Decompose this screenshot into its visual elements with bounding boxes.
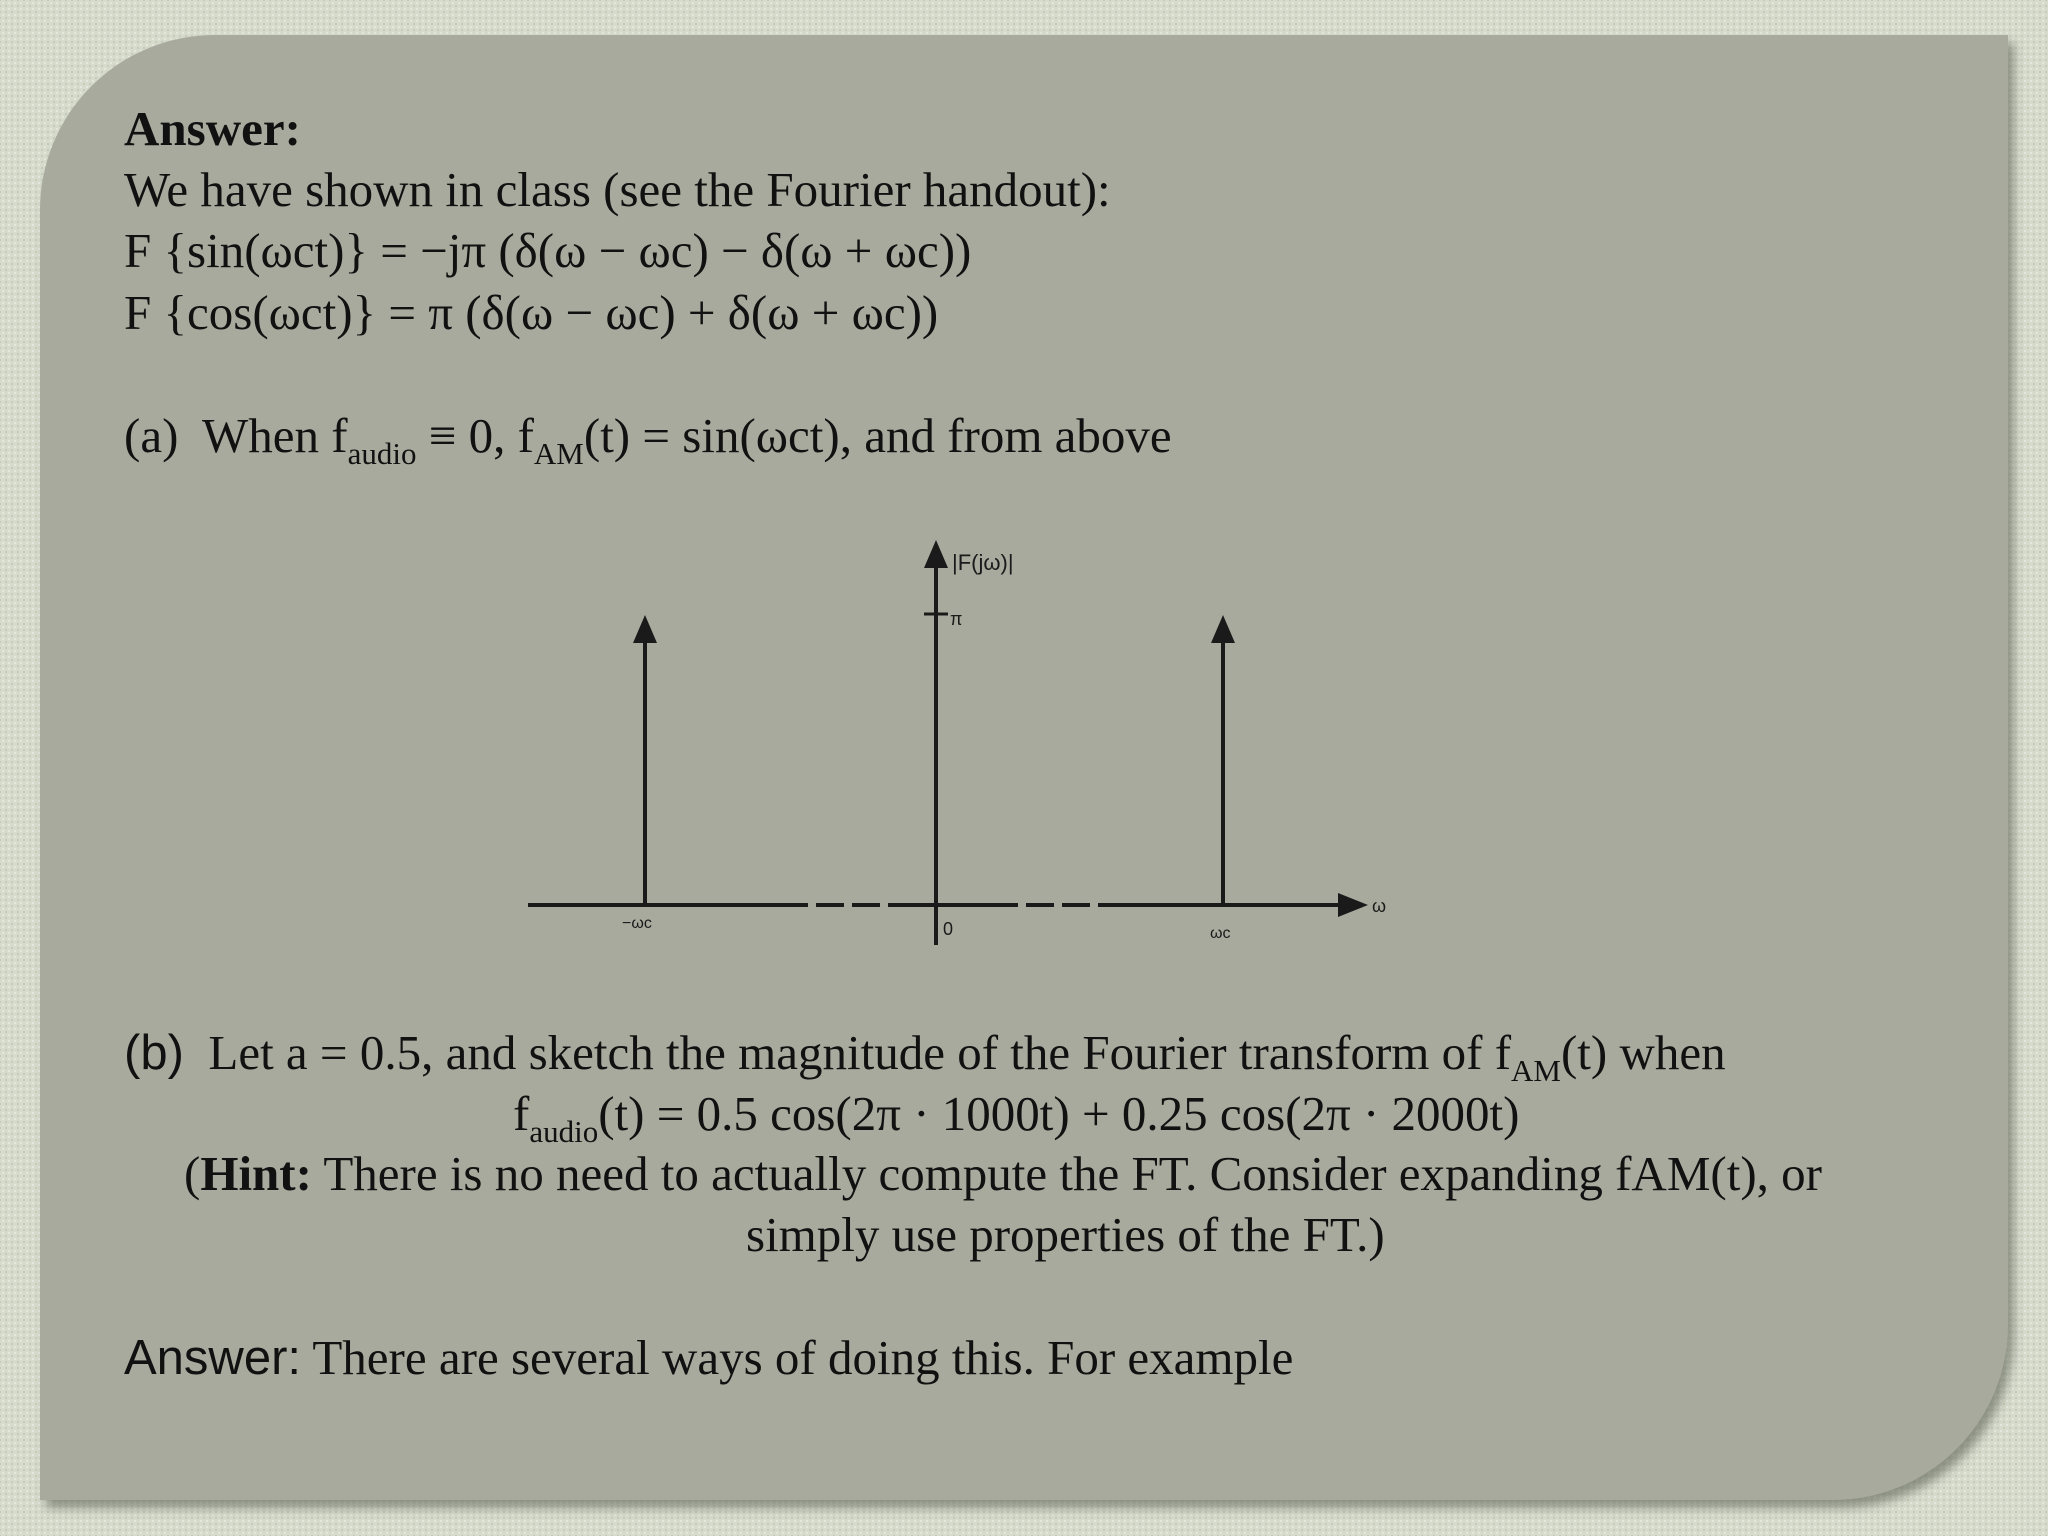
part-a-mid: ≡ 0, f [416, 408, 534, 463]
sub-am: AM [533, 436, 584, 471]
impulse-pos-wc-arrow [1211, 615, 1235, 643]
part-a-rest: (t) = sin(ωct), and from above [583, 408, 1172, 463]
answer2-text: There are several ways of doing this. For example [301, 1330, 1294, 1385]
part-b-line1-post: (t) when [1560, 1025, 1726, 1080]
intro-line: We have shown in class (see the Fourier handout): [124, 162, 1111, 217]
part-b-sub-audio: audio [529, 1114, 599, 1149]
pos-wc-label: ωc [1210, 925, 1231, 942]
answer2-label: Answer: [124, 1331, 302, 1385]
part-b-label: (b) [124, 1026, 184, 1080]
x-axis-label: ω [1372, 896, 1387, 916]
x-axis-arrow [1338, 893, 1368, 917]
neg-wc-label: −ωc [622, 915, 652, 932]
part-b-line2-post: (t) = 0.5 cos(2π · 1000t) + 0.25 cos(2π · 2000t) [598, 1086, 1520, 1141]
hint-open: ( [184, 1146, 201, 1201]
sub-audio: audio [347, 436, 417, 471]
part-a-when: When f [202, 408, 348, 463]
hint-line2: simply use properties of the FT.) [746, 1207, 1385, 1262]
pi-label: π [950, 609, 963, 629]
part-b-line1-pre: Let a = 0.5, and sketch the magnitude of the Fourier transform of f [208, 1025, 1512, 1080]
zero-label: 0 [943, 919, 954, 939]
formula-cos: F {cos(ωct)} = π (δ(ω − ωc) + δ(ω + ωc)) [124, 285, 939, 340]
hint-rest: There is no need to actually compute the FT. Consider expanding fAM(t), or [311, 1146, 1822, 1201]
y-axis-label: |F(jω)| [952, 550, 1014, 575]
part-b-line2 [513, 1083, 1520, 1149]
y-axis-arrow [924, 540, 948, 568]
answer-heading: Answer: [124, 101, 301, 156]
formula-sin: F {sin(ωct)} = −jπ (δ(ω − ωc) − δ(ω + ωc)) [124, 223, 972, 278]
hint-bold: Hint: [200, 1146, 312, 1201]
answer2-line [124, 1327, 1293, 1389]
part-a-label: (a) [124, 408, 179, 463]
part-b-line2-pre: f [513, 1086, 530, 1141]
part-b-sub-am: AM [1511, 1053, 1561, 1088]
part-b-line1 [124, 1022, 1726, 1088]
hint-line1 [184, 1143, 1822, 1205]
impulse-neg-wc-arrow [633, 615, 657, 643]
